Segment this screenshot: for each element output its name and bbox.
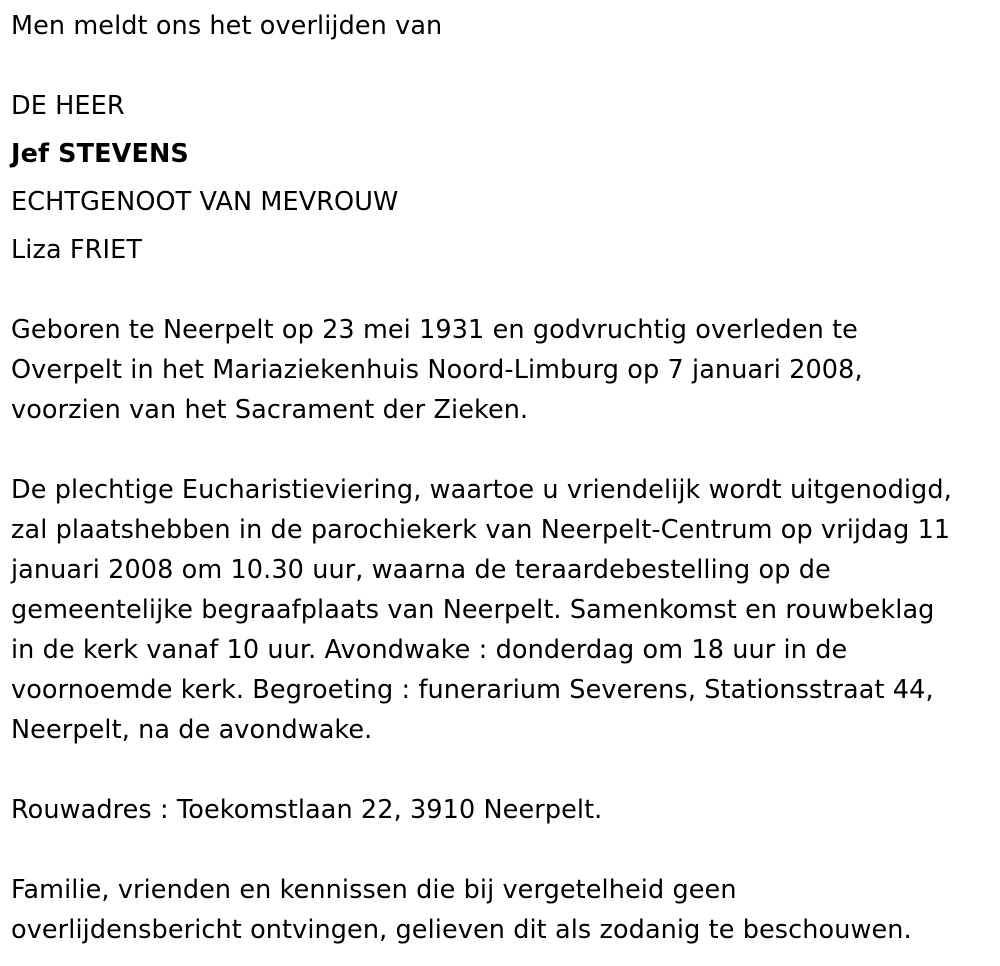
- ceremony-paragraph: [11, 470, 996, 750]
- spouse-name: Liza FRIET: [11, 235, 143, 265]
- spacer: [11, 430, 996, 470]
- paragraph-line: in de kerk vanaf 10 uur. Avondwake : donderdag om 18 uur in de: [11, 635, 848, 665]
- paragraph-line: Geboren te Neerpelt op 23 mei 1931 en godvruchtig overleden te: [11, 315, 858, 345]
- death-notice: [11, 6, 996, 950]
- paragraph-line: voorzien van het Sacrament der Zieken.: [11, 395, 529, 425]
- paragraph-line: Overpelt in het Mariaziekenhuis Noord-Limburg op 7 januari 2008,: [11, 355, 863, 385]
- closing-paragraph: [11, 870, 996, 950]
- paragraph-line: Familie, vrienden en kennissen die bij vergetelheid geen: [11, 875, 737, 905]
- birth-death-paragraph: [11, 310, 996, 430]
- paragraph-line: gemeentelijke begraafplaats van Neerpelt. Samenkomst en rouwbeklag: [11, 595, 935, 625]
- mourning-address-paragraph: [11, 790, 996, 830]
- deceased-name: Jef STEVENS: [11, 139, 189, 169]
- spacer: [11, 278, 996, 310]
- spacer: [11, 830, 996, 870]
- relation-text: ECHTGENOOT VAN MEVROUW: [11, 187, 399, 217]
- paragraph-line: De plechtige Eucharistieviering, waartoe u vriendelijk wordt uitgenodigd,: [11, 475, 952, 505]
- mourning-address: Rouwadres : Toekomstlaan 22, 3910 Neerpelt.: [11, 795, 603, 825]
- title-prefix: DE HEER: [11, 91, 125, 121]
- paragraph-line: zal plaatshebben in de parochiekerk van Neerpelt-Centrum op vrijdag 11: [11, 515, 951, 545]
- intro-text: Men meldt ons het overlijden van: [11, 11, 443, 41]
- spacer: [11, 54, 996, 86]
- paragraph-line: overlijdensbericht ontvingen, gelieven dit als zodanig te beschouwen.: [11, 915, 912, 945]
- paragraph-line: januari 2008 om 10.30 uur, waarna de teraardebestelling op de: [11, 555, 831, 585]
- paragraph-line: Neerpelt, na de avondwake.: [11, 715, 373, 745]
- spacer: [11, 750, 996, 790]
- paragraph-line: voornoemde kerk. Begroeting : funerarium Severens, Stationsstraat 44,: [11, 675, 934, 705]
